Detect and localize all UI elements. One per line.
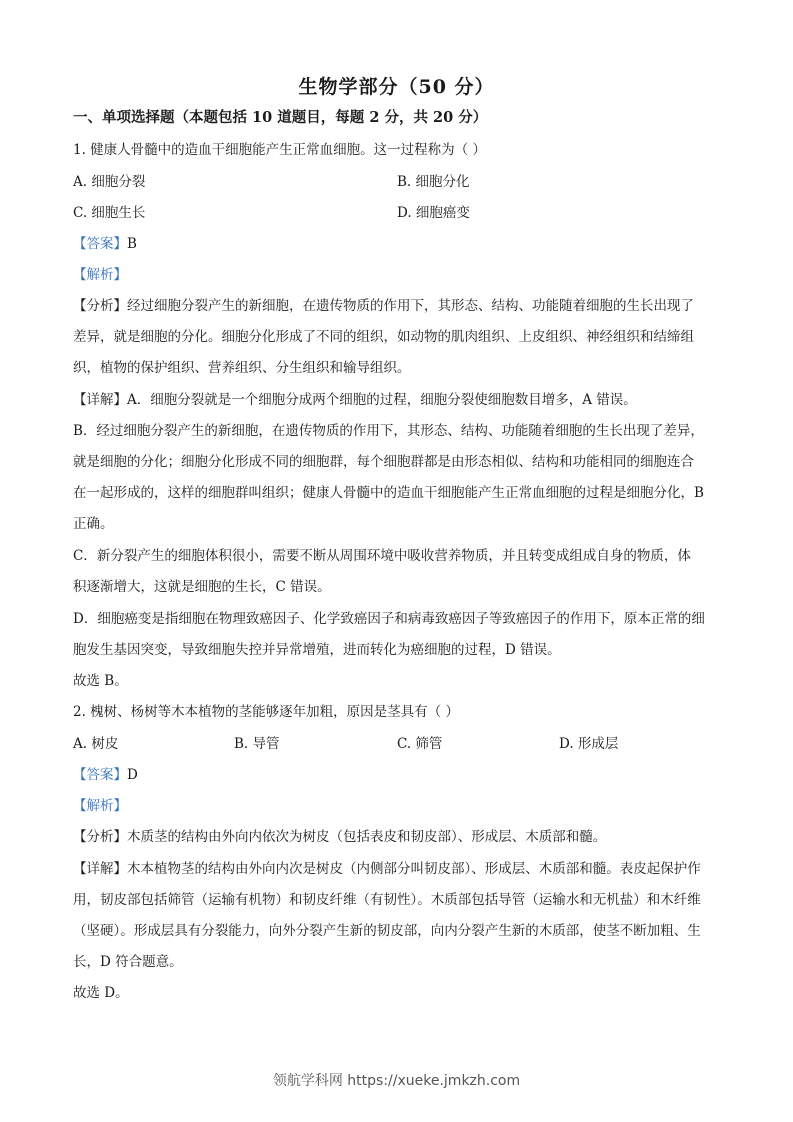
question-2-stem: 2. 槐树、杨树等木本植物的茎能够逐年加粗，原因是茎具有（ ） <box>73 704 459 720</box>
q1-option-c: C. 细胞生长 <box>73 205 146 221</box>
q2-fenxi-line <box>73 827 606 847</box>
answer-tag: 【答案】 <box>73 236 127 252</box>
q1-fenxi-line-2: 差异，就是细胞的分化。细胞分化形成了不同的组织，如动物的肌肉组织、上皮组织、神经组织和结缔组 <box>73 329 694 345</box>
answer-tag: 【答案】 <box>73 767 127 783</box>
q1-c-line-1: C．新分裂产生的细胞体积很小，需要不断从周围环境中吸收营养物质，并且转变成组成自身的物质，体 <box>73 548 691 564</box>
fenxi-tag: 【分析】 <box>73 298 127 314</box>
q1-d-line-1: D．细胞癌变是指细胞在物理致癌因子、化学致癌因子和病毒致癌因子等致癌因子的作用下，原本正常的细 <box>73 611 705 627</box>
q2-option-a: A. 树皮 <box>73 736 119 752</box>
q1-option-b: B. 细胞分化 <box>397 174 470 190</box>
fenxi-text: 经过细胞分裂产生的新细胞，在遗传物质的作用下，其形态、结构、功能随着细胞的生长出现了 <box>127 298 694 314</box>
q1-b-line-4: 正确。 <box>73 516 114 532</box>
xiangjie-text: 木本植物茎的结构由外向内次是树皮（内侧部分叫韧皮部）、形成层、木质部和髓。表皮起保护作 <box>127 861 701 877</box>
section-heading: 一、单项选择题（本题包括 10 道题目，每题 2 分，共 20 分） <box>73 109 488 126</box>
q2-answer <box>73 765 138 785</box>
q1-b-line-2: 就是细胞的分化；细胞分化形成不同的细胞群，每个细胞群都是由形态相似、结构和功能相同的细胞连合 <box>73 454 694 470</box>
xiangjie-tag: 【详解】 <box>73 861 127 877</box>
q1-xiangjie-line <box>73 390 637 410</box>
q2-xiangjie-line-1 <box>73 859 701 879</box>
q2-xiangjie-line-3: （坚硬）。形成层具有分裂能力，向外分裂产生新的韧皮部，向内分裂产生新的木质部，使茎不断加粗、生 <box>73 923 701 939</box>
q1-fenxi-line-3: 织，植物的保护组织、营养组织、分生组织和输导组织。 <box>73 360 411 376</box>
xiangjie-tag: 【详解】 <box>73 392 127 408</box>
page-footer: 领航学科网 https://xueke.jmkzh.com <box>272 1073 521 1089</box>
q1-conclusion: 故选 B。 <box>73 673 128 689</box>
q2-xiangjie-line-2: 用，韧皮部包括筛管（运输有机物）和韧皮纤维（有韧性）。木质部包括导管（运输水和无机盐）和木纤维 <box>73 892 701 908</box>
q2-option-c: C. 筛管 <box>397 736 443 752</box>
question-1-stem: 1. 健康人骨髓中的造血干细胞能产生正常血细胞。这一过程称为（ ） <box>73 142 486 158</box>
fenxi-text: 木质茎的结构由外向内依次为树皮（包括表皮和韧皮部）、形成层、木质部和髓。 <box>127 829 607 845</box>
answer-value: B <box>127 236 137 252</box>
q1-b-line-1: B．经过细胞分裂产生的新细胞，在遗传物质的作用下，其形态、结构、功能随着细胞的生长出现了差异， <box>73 423 704 439</box>
q1-c-line-2: 积逐渐增大，这就是细胞的生长，C 错误。 <box>73 579 331 595</box>
q1-d-line-2: 胞发生基因突变，导致细胞失控并异常增殖，进而转化为癌细胞的过程，D 错误。 <box>73 642 561 658</box>
q2-option-b: B. 导管 <box>234 736 280 752</box>
xiangjie-text: A．细胞分裂就是一个细胞分成两个细胞的过程，细胞分裂使细胞数目增多，A 错误。 <box>127 392 637 408</box>
answer-value: D <box>127 767 138 783</box>
fenxi-tag: 【分析】 <box>73 829 127 845</box>
q2-option-d: D. 形成层 <box>559 736 619 752</box>
q2-conclusion: 故选 D。 <box>73 985 129 1001</box>
q2-analysis-tag: 【解析】 <box>73 798 127 814</box>
page-title: 生物学部分（50 分） <box>298 76 495 98</box>
q1-option-a: A. 细胞分裂 <box>73 174 146 190</box>
q1-option-d: D. 细胞癌变 <box>397 205 470 221</box>
q1-b-line-3: 在一起形成的，这样的细胞群叫组织；健康人骨髓中的造血干细胞能产生正常血细胞的过程是细胞分化，B <box>73 485 704 501</box>
q1-answer <box>73 234 137 254</box>
q1-analysis-tag: 【解析】 <box>73 267 127 283</box>
q1-fenxi-line-1 <box>73 296 694 316</box>
q2-xiangjie-line-4: 长，D 符合题意。 <box>73 954 183 970</box>
